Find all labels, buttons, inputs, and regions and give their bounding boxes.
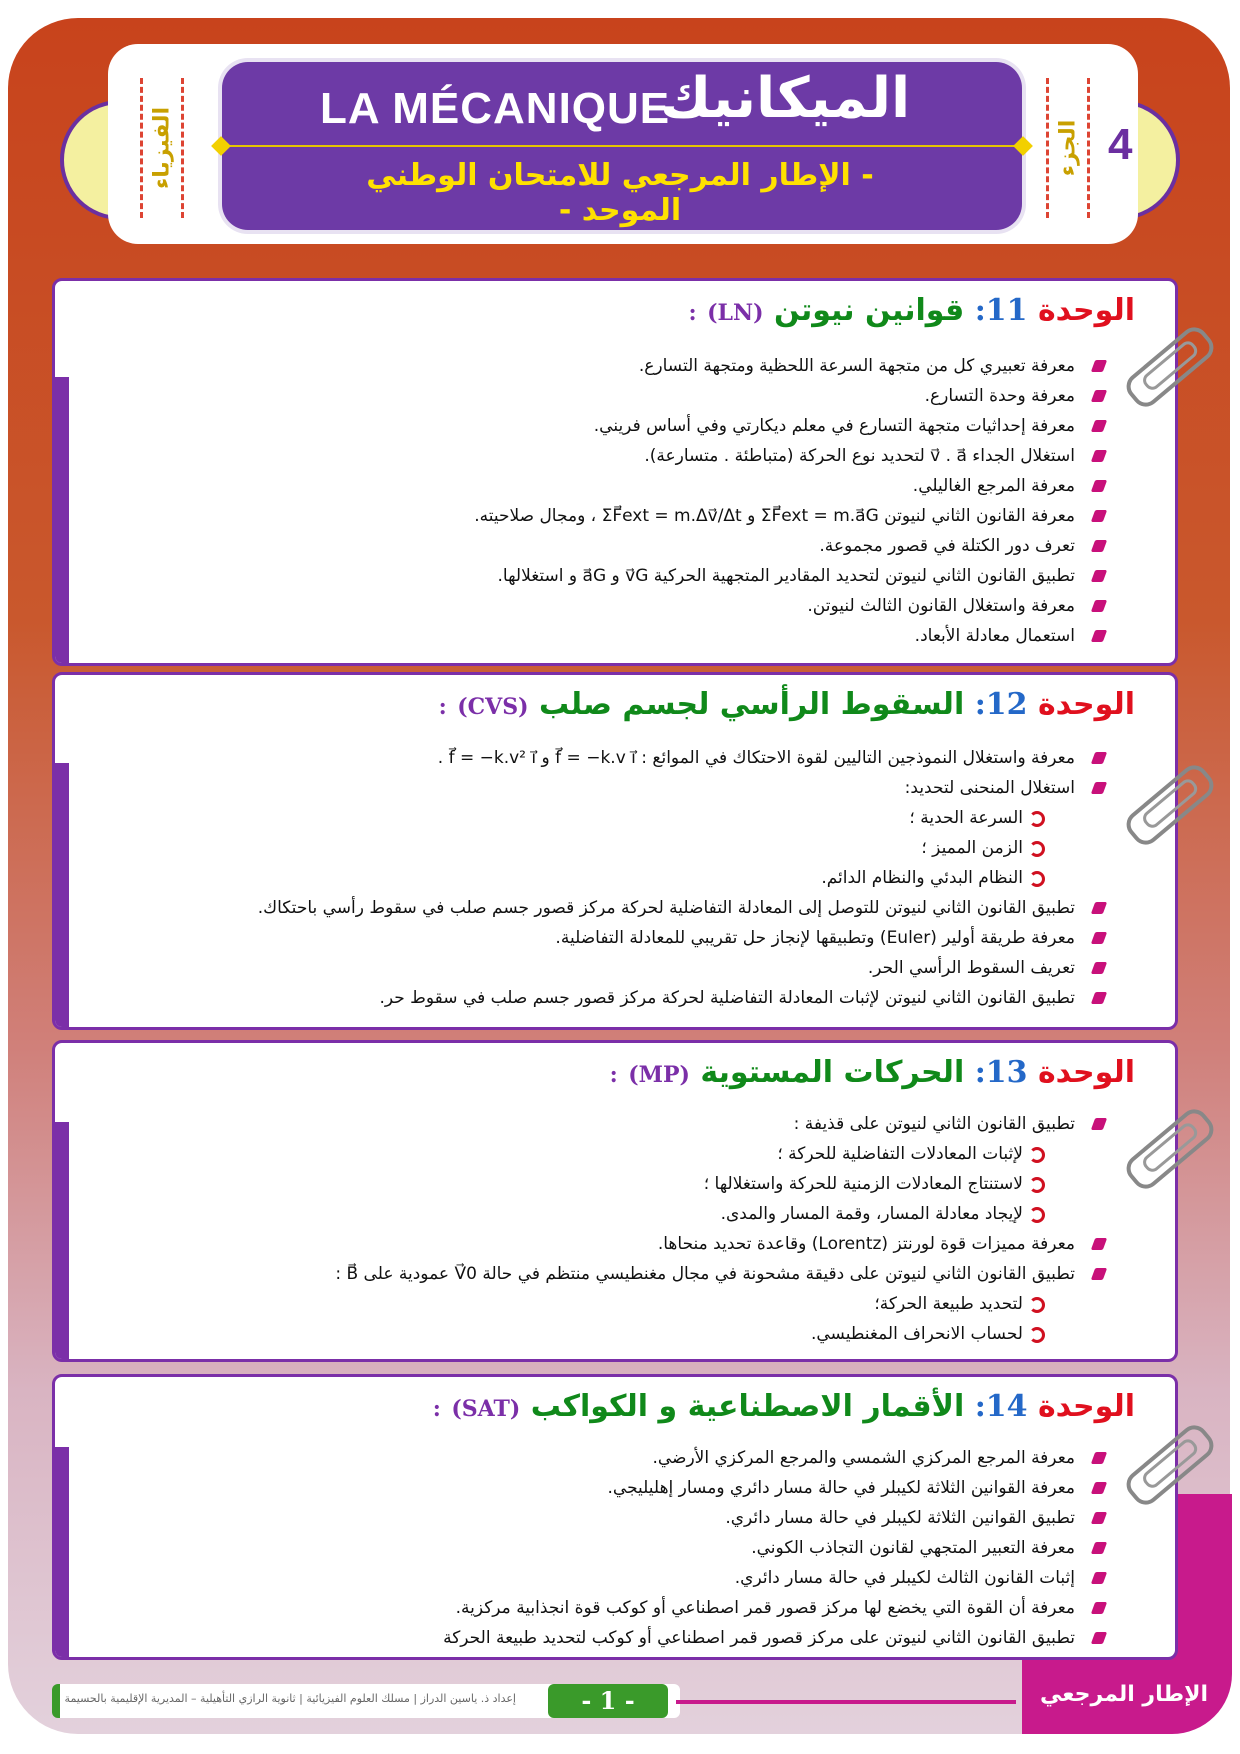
sub-item: لاستنتاج المعادلات الزمنية للحركة واستغلالها ؛ — [335, 1169, 1075, 1199]
card-accent — [55, 1122, 69, 1359]
list-item: تطبيق القانون الثاني لنيوتن على مركز قصور قمر اصطناعي أو كوكب لتحديد طبيعة الحركة — [443, 1623, 1075, 1653]
list-item: معرفة أن القوة التي يخضع لها مركز قصور قمر اصطناعي أو كوكب قوة انجذابية مركزية. — [443, 1593, 1075, 1623]
sub-item: لتحديد طبيعة الحركة؛ — [335, 1289, 1075, 1319]
card-accent — [55, 763, 69, 1027]
unit-word: الوحدة — [1037, 1055, 1135, 1090]
subject-tab — [140, 78, 184, 218]
unit-card — [52, 672, 1178, 1030]
unit-abbr: (MP) — [628, 1062, 690, 1088]
unit-word: الوحدة — [1037, 687, 1135, 722]
subject-label: الفيزياء — [149, 106, 175, 190]
unit-name: السقوط الرأسي لجسم صلب — [538, 687, 965, 722]
unit-word: الوحدة — [1037, 293, 1135, 328]
list-item: تطبيق القانون الثاني لنيوتن على قذيفة : — [335, 1109, 1075, 1139]
unit-name: الحركات المستوية — [700, 1055, 965, 1090]
part-number: 4 — [1108, 120, 1133, 169]
list-item: معرفة التعبير المتجهي لقانون التجاذب الكوني. — [443, 1533, 1075, 1563]
part-tab — [1046, 78, 1090, 218]
unit-number: 12 — [985, 687, 1028, 722]
list-item: معرفة واستغلال القانون الثالث لنيوتن. — [474, 591, 1075, 621]
list-item: معرفة المرجع المركزي الشمسي والمرجع المركزي الأرضي. — [443, 1443, 1075, 1473]
sub-item: لحساب الانحراف المغنطيسي. — [335, 1319, 1075, 1349]
unit-number: 13 — [985, 1055, 1028, 1090]
list-item: تطبيق القانون الثاني لنيوتن لإثبات المعادلة التفاضلية لحركة مركز قصور جسم صلب في سقوط حر. — [258, 983, 1075, 1013]
objectives-list — [443, 1443, 1075, 1653]
page-number: - 1 - — [548, 1684, 668, 1718]
list-item: معرفة المرجع الغاليلي. — [474, 471, 1075, 501]
sub-item: السرعة الحدية ؛ — [258, 803, 1075, 833]
footer-credits: إعداد ذ. ياسين الدراز | مسلك العلوم الفيزيائية | ثانوية الرازي التأهيلية – المديرية الإقليمية بالحسيمة — [64, 1692, 516, 1705]
unit-abbr: (CVS) — [457, 694, 529, 720]
unit-title: الوحدة 14: الأقمار الاصطناعية و الكواكب (SAT) : — [432, 1389, 1135, 1424]
unit-word: الوحدة — [1037, 1389, 1135, 1424]
unit-name: الأقمار الاصطناعية و الكواكب — [530, 1389, 965, 1424]
part-label: الجزء — [1055, 119, 1081, 177]
objectives-list — [335, 1109, 1075, 1349]
unit-name: قوانين نيوتن — [773, 293, 965, 328]
unit-number: 14 — [985, 1389, 1028, 1424]
list-item: إثبات القانون الثالث لكيبلر في حالة مسار دائري. — [443, 1563, 1075, 1593]
card-accent — [55, 377, 69, 664]
unit-title: الوحدة 12: السقوط الرأسي لجسم صلب (CVS) : — [438, 687, 1135, 722]
sub-item: النظام البدئي والنظام الدائم. — [258, 863, 1075, 893]
list-item: استغلال الجداء v⃗ . a⃗ لتحديد نوع الحركة (متباطئة . متسارعة). — [474, 441, 1075, 471]
objectives-list — [258, 743, 1075, 1013]
divider-line — [222, 145, 1022, 147]
card-accent — [55, 1447, 69, 1657]
list-item: معرفة القوانين الثلاثة لكيبلر في حالة مسار دائري ومسار إهليليجي. — [443, 1473, 1075, 1503]
unit-abbr: (SAT) — [451, 1396, 521, 1422]
list-item: معرفة وحدة التسارع. — [474, 381, 1075, 411]
unit-card — [52, 278, 1178, 666]
list-item: تطبيق القانون الثاني لنيوتن على دقيقة مشحونة في مجال مغنطيسي منتظم في حالة V⃗0 عمودية على B⃗ : — [335, 1259, 1075, 1289]
list-item: تطبيق القوانين الثلاثة لكيبلر في حالة مسار دائري. — [443, 1503, 1075, 1533]
footer-line — [676, 1700, 1016, 1704]
sub-item: لإثبات المعادلات التفاضلية للحركة ؛ — [335, 1139, 1075, 1169]
list-item: تعريف السقوط الرأسي الحر. — [258, 953, 1075, 983]
list-item: معرفة القانون الثاني لنيوتن ΣF⃗ext = m.a⃗G و ΣF⃗ext = m.Δv⃗/Δt ، ومجال صلاحيته. — [474, 501, 1075, 531]
unit-card — [52, 1040, 1178, 1362]
list-item: معرفة إحداثيات متجهة التسارع في معلم ديكارتي وفي أساس فريني. — [474, 411, 1075, 441]
list-item: استغلال المنحنى لتحديد: — [258, 773, 1075, 803]
unit-number: 11 — [985, 293, 1028, 328]
list-item: معرفة مميزات قوة لورنتز (Lorentz) وقاعدة تحديد منحاها. — [335, 1229, 1075, 1259]
list-item: استعمال معادلة الأبعاد. — [474, 621, 1075, 651]
title-french: LA MÉCANIQUE — [320, 84, 671, 133]
subtitle: - الإطار المرجعي للامتحان الوطني الموحد - — [366, 158, 874, 228]
list-item: تطبيق القانون الثاني لنيوتن لتحديد المقادير المتجهية الحركية v⃗G و a⃗G و استغلالها. — [474, 561, 1075, 591]
sub-item: لإيجاد معادلة المسار، وقمة المسار والمدى. — [335, 1199, 1075, 1229]
unit-title: الوحدة 13: الحركات المستوية (MP) : — [609, 1055, 1135, 1090]
list-item: معرفة تعبيري كل من متجهة السرعة اللحظية ومتجهة التسارع. — [474, 351, 1075, 381]
list-item: تطبيق القانون الثاني لنيوتن للتوصل إلى المعادلة التفاضلية لحركة مركز قصور جسم صلب في سقوط رأسي باحتكاك. — [258, 893, 1075, 923]
title-arabic: الميكانيك — [660, 66, 911, 131]
unit-card — [52, 1374, 1178, 1660]
footer-reference: الإطار المرجعي — [1040, 1682, 1208, 1707]
list-item: تعرف دور الكتلة في قصور مجموعة. — [474, 531, 1075, 561]
objectives-list — [474, 351, 1075, 651]
unit-title: الوحدة 11: قوانين نيوتن (LN) : — [688, 293, 1135, 328]
list-item: معرفة طريقة أولير (Euler) وتطبيقها لإنجاز حل تقريبي للمعادلة التفاضلية. — [258, 923, 1075, 953]
sub-item: الزمن المميز ؛ — [258, 833, 1075, 863]
list-item: معرفة واستغلال النموذجين التاليين لقوة الاحتكاك في الموائع : f⃗ = −k.v i⃗ و f⃗ = −k.v² i⃗ . — [258, 743, 1075, 773]
unit-abbr: (LN) — [707, 300, 764, 326]
